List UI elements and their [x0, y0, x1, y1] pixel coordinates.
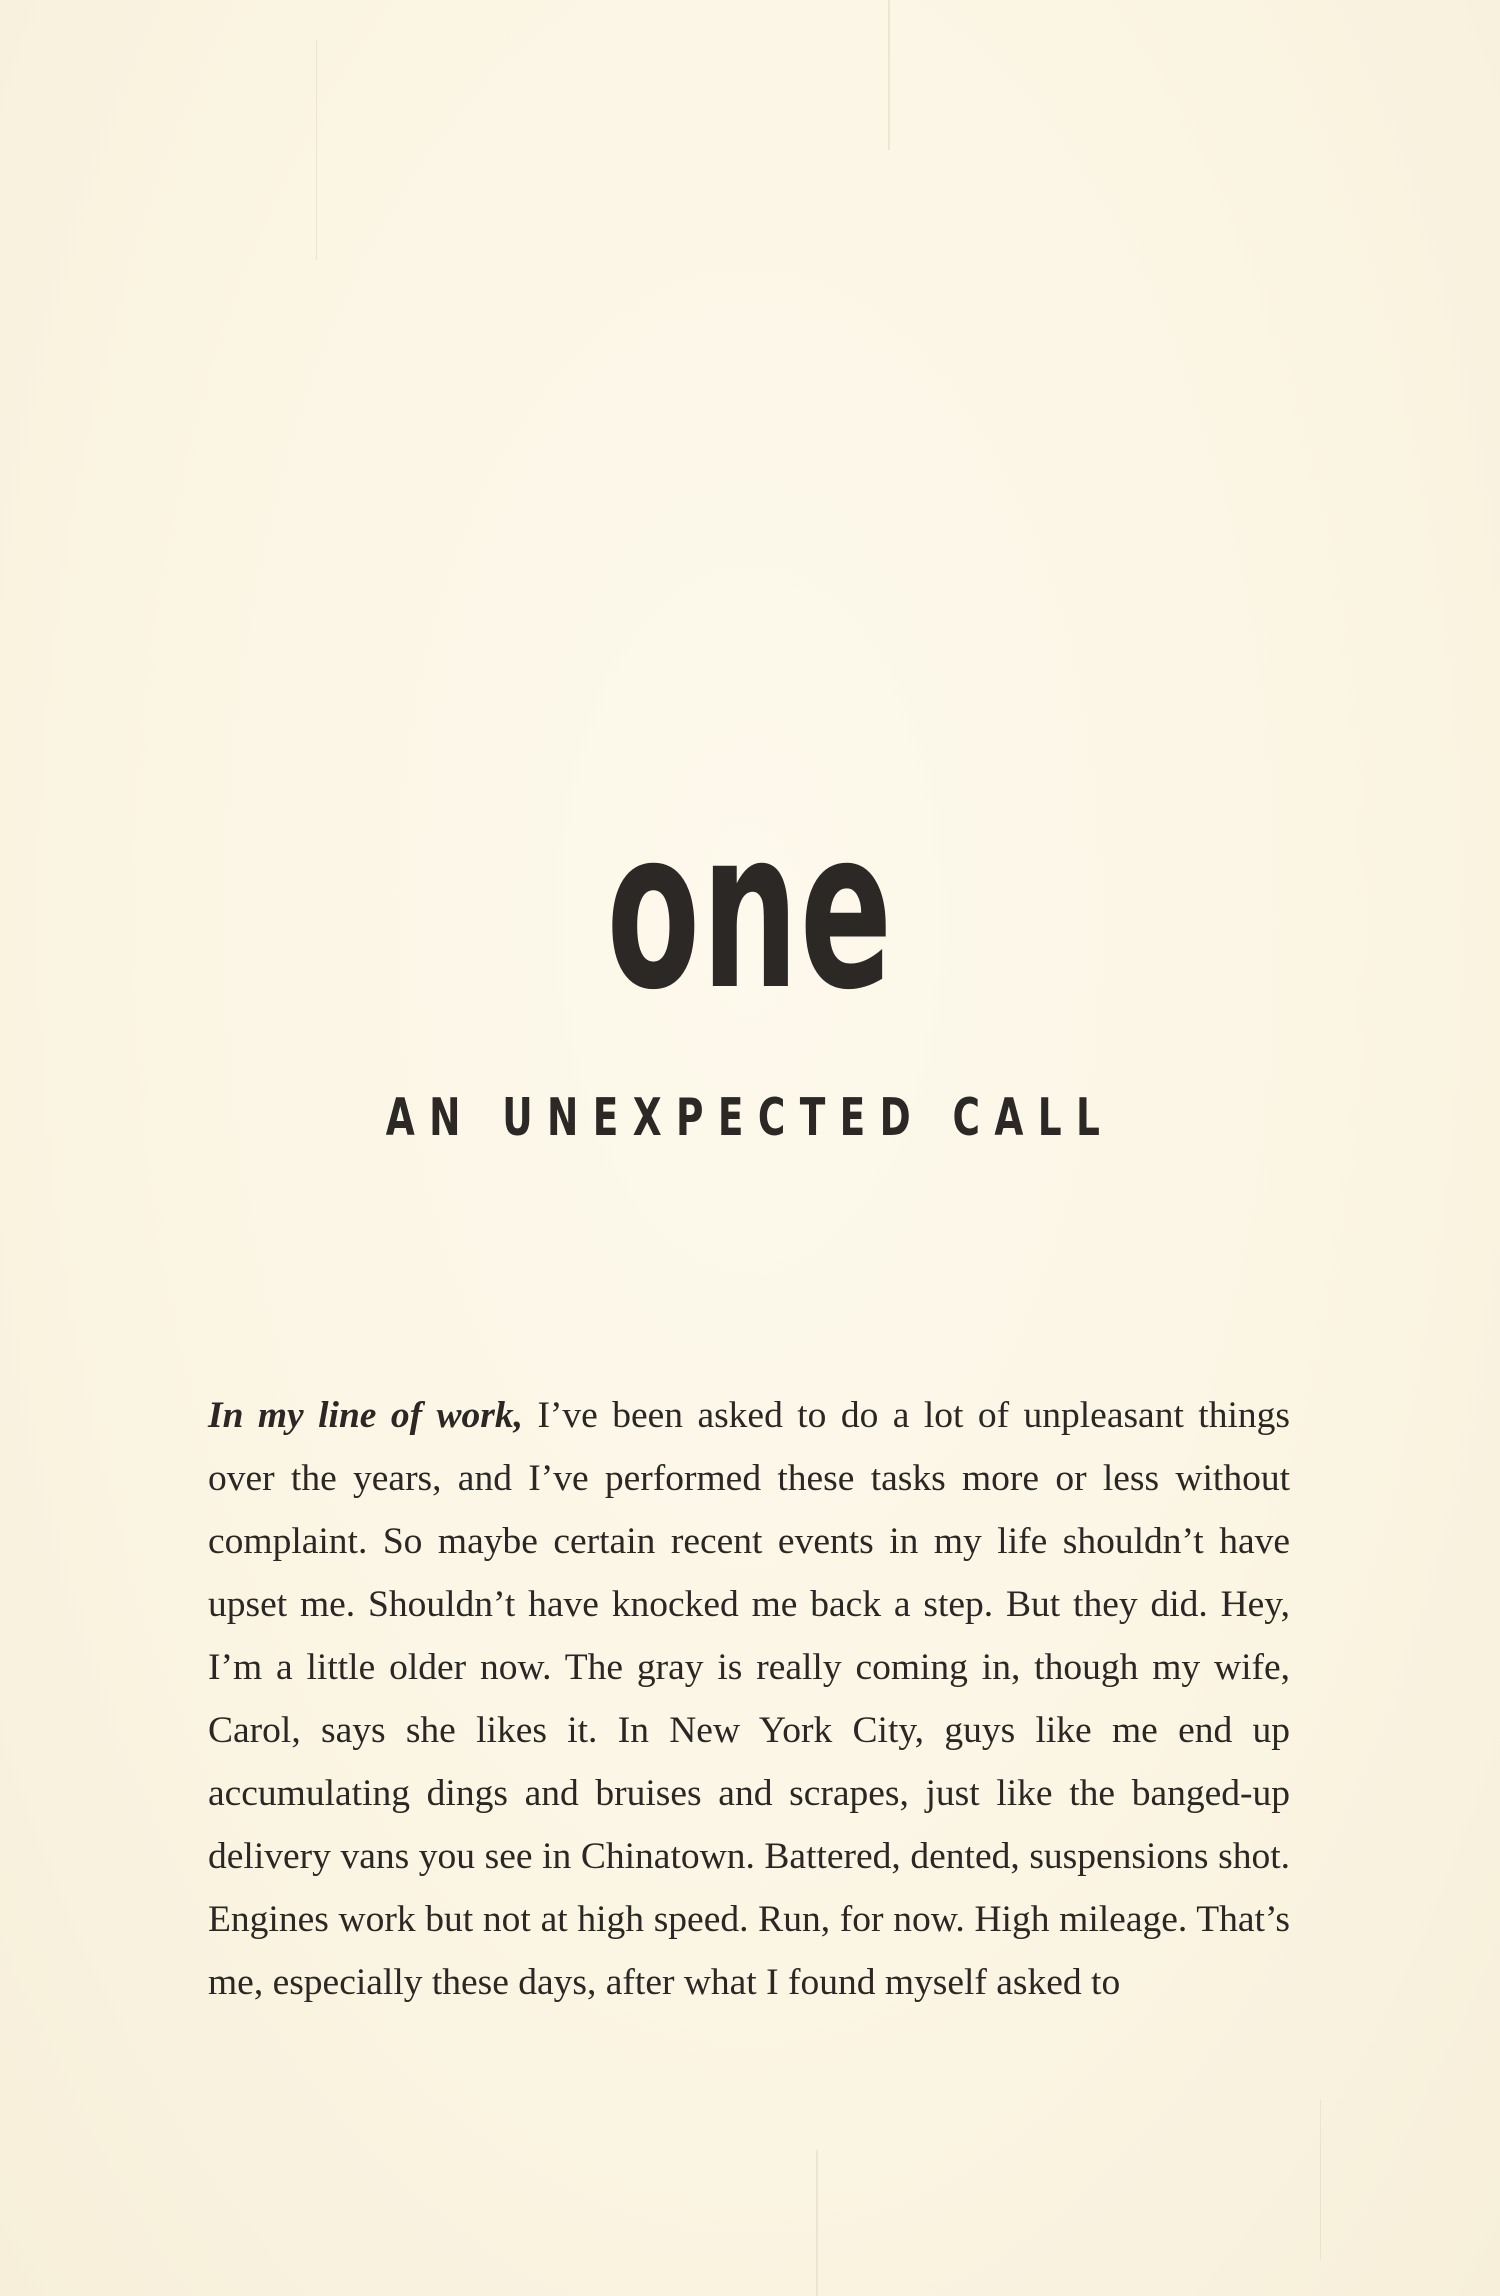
paragraph-lead-in: In my line of work, [208, 1394, 524, 1436]
paper-crease-mark [316, 40, 317, 260]
chapter-body-paragraph [208, 1384, 1290, 2014]
chapter-title: AN UNEXPECTED CALL [385, 1088, 1115, 1148]
paper-crease-mark [816, 2150, 818, 2296]
paragraph-text: I’ve been asked to do a lot of unpleasant things over the years, and I’ve performed these tasks more or less without complaint. So maybe certain recent events in my life shouldn’t have upset me. Shouldn’t have knocked me back a step. But they did. Hey, I’m a little older now. The gray is really coming in, though my wife, Carol, says she likes it. In New York City, guys like me end up accumulating dings and bruises and scrapes, just like the banged-up delivery vans you see in Chinatown. Battered, dented, suspensions shot. Engines work but not at high speed. Run, for now. High mileage. That’s me, especially these days, after what I found myself asked to [208, 1394, 1290, 2003]
paper-crease-mark [1320, 2100, 1321, 2260]
chapter-number: one [606, 782, 894, 1038]
paper-crease-mark [888, 0, 890, 150]
